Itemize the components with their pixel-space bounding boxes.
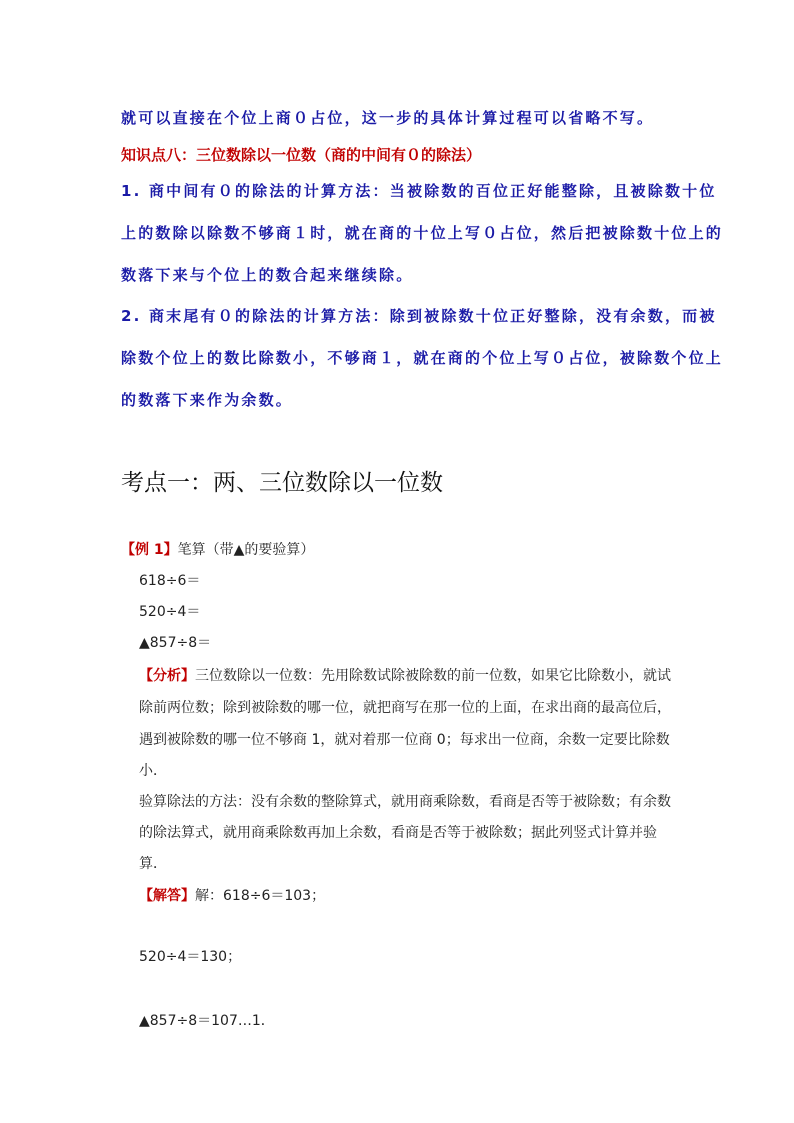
analysis-line: [139, 665, 671, 685]
answer-text: 解：618÷6＝103；: [195, 888, 326, 904]
analysis-line: 除前两位数；除到被除数的哪一位，就把商写在那一位的上面，在求出商的最高位后，: [139, 700, 671, 716]
problem-item: 520÷4＝: [139, 604, 201, 620]
answer-line: [139, 885, 325, 905]
section-title: 考点一：两、三位数除以一位数: [121, 470, 443, 496]
knowledge-point2-line: 除数个位上的数比除数小，不够商１，就在商的个位上写０占位，被除数个位上: [121, 349, 724, 367]
problem-item: ▲857÷8＝: [139, 635, 212, 651]
example-tag: 【例 1】: [121, 542, 178, 558]
analysis-tag: 【分析】: [139, 668, 195, 684]
knowledge-intro-line: 就可以直接在个位上商０占位，这一步的具体计算过程可以省略不写。: [121, 109, 655, 127]
analysis-line: 小．: [139, 763, 167, 779]
answer-line: 520÷4＝130；: [139, 949, 242, 965]
analysis-text: 三位数除以一位数：先用除数试除被除数的前一位数，如果它比除数小，就试: [195, 668, 671, 684]
problem-item: 618÷6＝: [139, 573, 201, 589]
analysis-line: 的除法算式，就用商乘除数再加上余数，看商是否等于被除数；据此列竖式计算并验: [139, 825, 657, 841]
knowledge-point1-line: 数落下来与个位上的数合起来继续除。: [121, 266, 414, 284]
knowledge-point2-line: 2. 商末尾有０的除法的计算方法：除到被除数十位正好整除，没有余数，而被: [121, 307, 717, 325]
knowledge-point1-line: 1. 商中间有０的除法的计算方法：当被除数的百位正好能整除，且被除数十位: [121, 182, 717, 200]
answer-line: ▲857÷8＝107…1．: [139, 1013, 275, 1029]
analysis-line: 验算除法的方法：没有余数的整除算式，就用商乘除数，看商是否等于被除数；有余数: [139, 794, 671, 810]
answer-tag: 【解答】: [139, 888, 195, 904]
knowledge-heading: 知识点八：三位数除以一位数（商的中间有０的除法）: [121, 146, 482, 164]
example-header: [121, 539, 314, 559]
analysis-line: 算．: [139, 856, 167, 872]
knowledge-point2-line: 的数落下来作为余数。: [121, 391, 294, 409]
knowledge-point1-line: 上的数除以除数不够商１时，就在商的十位上写０占位，然后把被除数十位上的: [121, 224, 724, 242]
example-text: 笔算（带▲的要验算）: [177, 542, 315, 558]
analysis-line: 遇到被除数的哪一位不够商 1，就对着那一位商 0；每求出一位商，余数一定要比除数: [139, 732, 670, 748]
